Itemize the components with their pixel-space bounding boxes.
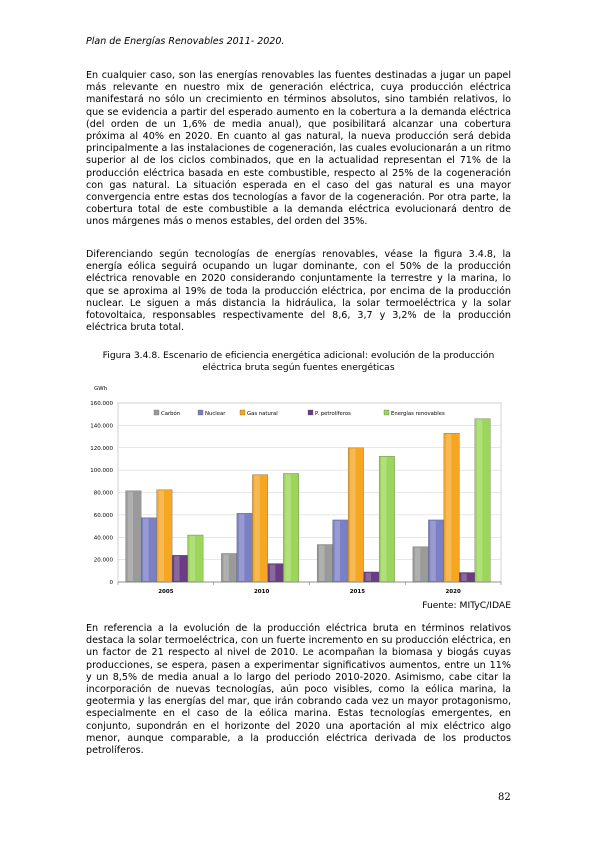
bar-highlight — [143, 519, 148, 581]
x-tick-label: 2010 — [253, 589, 270, 595]
bar-highlight — [239, 514, 244, 581]
bar-highlight — [335, 521, 340, 581]
paragraph-2: Diferenciando según tecnologías de energías renovables, véase la figura 3.4.8, la energía eólica seguirá ocupando un lugar dominante, con el 50% de la producción eléctrica renovable en 2020 considerando conjuntamente la terrestre y la marina, lo que se aproxima al 19% de toda la producción eléctrica, por encima de la producción nuclear. Le siguen a más distancia la hidráulica, la solar termoeléctrica y la solar fotovoltaica, responsables respectivamente del 8,6, 3,7 y 3,2% de la producción eléctrica bruta total. — [86, 249, 511, 334]
y-tick-label: 100.000 — [90, 468, 113, 475]
legend-swatch — [240, 410, 245, 415]
y-tick-label: 0 — [109, 580, 113, 586]
bar-highlight — [159, 491, 164, 581]
legend-entry: Carbón — [161, 410, 181, 417]
bar-chart — [86, 378, 511, 600]
legend-swatch — [384, 410, 389, 415]
bar-highlight — [285, 474, 290, 581]
bar-highlight — [350, 449, 355, 581]
legend-swatch — [154, 410, 159, 415]
bar-highlight — [381, 457, 386, 581]
legend-entry: P. petrolíferos — [315, 410, 351, 417]
bar-highlight — [366, 573, 371, 581]
running-header: Plan de Energías Renovables 2011- 2020. — [86, 36, 285, 47]
x-tick-label: 2005 — [158, 589, 174, 595]
bar-highlight — [415, 548, 420, 581]
bar-highlight — [223, 554, 228, 581]
figure-caption: Figura 3.4.8. Escenario de eficiencia energética adicional: evolución de la producción eléctrica bruta según fuentes energéticas — [102, 350, 495, 373]
bar-highlight — [254, 476, 259, 581]
y-tick-label: 60.000 — [93, 512, 113, 519]
bar-highlight — [270, 565, 275, 581]
y-tick-label: 140.000 — [90, 423, 113, 430]
paragraph-3: En referencia a la evolución de la producción eléctrica bruta en términos relativos destaca la solar termoeléctrica, con un fuerte incremento en su producción eléctrica, en un factor de 21 respecto al nivel de 2010. Le acompañan la biomasa y biogás cuyas producciones, se espera, pasen a experimentar significativos aumentos, entre un 11% y un 8,5% de media anual a lo largo del periodo 2010-2020. Asimismo, cabe citar la incorporación de nuevas tecnologías, aún poco visibles, como la eólica marina, la geotermia y las energías del mar, que irán cobrando cada vez un mayor protagonismo, especialmente en el caso de la eólica marina. Estas tecnologías emergentes, en conjunto, supondrán en el horizonte del 2020 una aportación al mix eléctrico algo menor, aunque comparable, a la producción eléctrica derivada de los productos petrolíferos. — [86, 623, 511, 757]
bar-highlight — [319, 546, 324, 581]
bar-highlight — [128, 492, 133, 581]
bar-highlight — [446, 434, 451, 581]
paragraph-1: En cualquier caso, son las energías renovables las fuentes destinadas a jugar un papel más relevante en nuestro mix de generación eléctrica, cuya producción eléctrica manifestará no sólo un crecimiento en términos absolutos, sino también relativos, lo que se evidencia a partir del esperado aumento en la cobertura a la demanda eléctrica (del orden de un 1,6% de media anual), que posibilitará alcanzar una cobertura próxima al 40% en 2020. En cuanto al gas natural, la nueva producción será debida principalmente a las instalaciones de cogeneración, las cuales evolucionarán a un ritmo superior al de los ciclos combinados, que en la actualidad representan el 71% de la producción eléctrica basada en este combustible, respecto al 25% de la cogeneración con gas natural. La situación esperada en el caso del gas natural es una mayor convergencia entre estas dos tecnologías a favor de la cogeneración. Por otra parte, la cobertura total de este combustible a la demanda eléctrica evolucionará dentro de unos márgenes más o menos estables, del orden del 35%. — [86, 70, 511, 228]
bar-highlight — [430, 521, 435, 581]
y-tick-label: 40.000 — [93, 535, 113, 542]
y-tick-label: 160.000 — [90, 401, 113, 407]
legend-entry: Nuclear — [205, 410, 226, 417]
x-tick-label: 2015 — [349, 589, 366, 595]
bar-highlight — [477, 420, 482, 581]
legend-entry: Gas natural — [247, 410, 278, 417]
y-tick-label: 20.000 — [93, 557, 113, 564]
bar-highlight — [461, 573, 466, 581]
legend-swatch — [198, 410, 203, 415]
page-number: 82 — [498, 792, 511, 803]
y-tick-label: 80.000 — [93, 490, 113, 497]
x-tick-label: 2020 — [445, 589, 461, 595]
legend-swatch — [308, 410, 313, 415]
bar-highlight — [174, 556, 179, 581]
bar-highlight — [190, 536, 195, 581]
y-unit-label: GWh — [94, 386, 108, 392]
y-tick-label: 120.000 — [90, 445, 113, 452]
legend-entry: Energías renovables — [391, 410, 445, 417]
figure-source: Fuente: MITyC/IDAE — [422, 600, 511, 611]
chart-container — [86, 378, 511, 600]
